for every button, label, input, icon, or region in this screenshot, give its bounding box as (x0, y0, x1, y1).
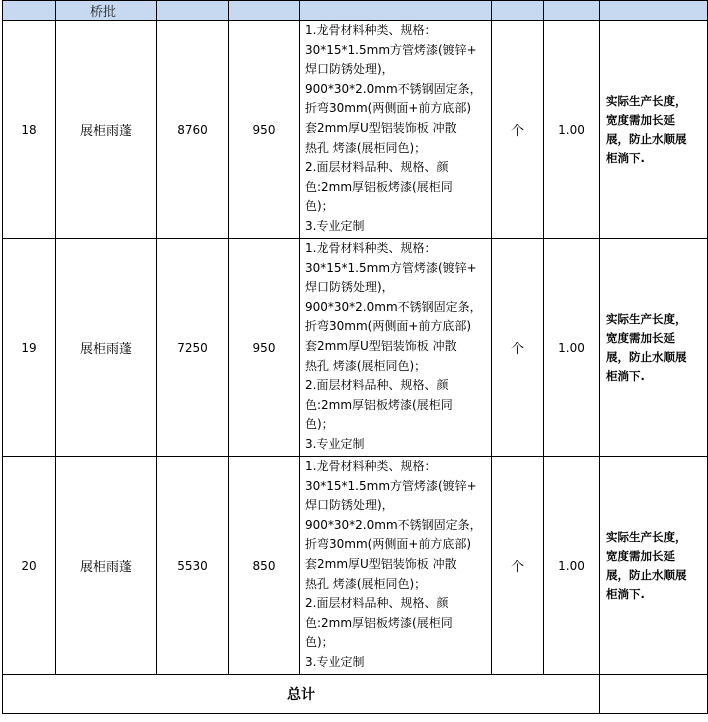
remark-line: 宽度需加长延 (606, 548, 675, 563)
remark-line: 展，防止水顺展 (606, 131, 687, 146)
item-unit: 个 (492, 457, 544, 675)
description-line: 2.面层材料品种、规格、颜 (305, 596, 449, 611)
remark-line: 宽度需加长延 (606, 112, 675, 127)
remark-line: 实际生产长度， (606, 529, 687, 544)
table-row (3, 457, 708, 675)
row-index: 19 (3, 239, 56, 457)
description-line: 1.龙骨材料种类、规格： (305, 241, 437, 255)
description-line: 焊口防锈处理)， (305, 280, 394, 295)
description-line: 套2mm厚U型铝装饰板 冲散 (305, 556, 457, 571)
description-line: 折弯30mm(两侧面+前方底部) (305, 537, 472, 552)
table-row (3, 239, 708, 457)
item-remark (600, 21, 708, 239)
description-line: 1.龙骨材料种类、规格： (305, 23, 437, 37)
description-line: 热孔 烤漆(展柜同色)； (305, 358, 427, 373)
description-line: 3.专业定制 (305, 218, 365, 233)
remark-line: 柜淌下. (606, 150, 645, 165)
item-qty: 1.00 (544, 457, 600, 675)
header-partial-label: 桥批 (56, 1, 157, 21)
description-line: 30*15*1.5mm方管烤漆(镀锌+ (305, 42, 477, 57)
row-index: 20 (3, 457, 56, 675)
description-line: 30*15*1.5mm方管烤漆(镀锌+ (305, 478, 477, 493)
item-remark (600, 239, 708, 457)
description-line: 热孔 烤漆(展柜同色)； (305, 140, 427, 155)
total-row (3, 675, 708, 714)
description-line: 色:2mm厚铝板烤漆(展柜同 (305, 397, 453, 412)
description-line: 2.面层材料品种、规格、颜 (305, 160, 449, 175)
header-cell-width (157, 1, 229, 21)
remark-line: 实际生产长度， (606, 311, 687, 326)
description-line: 热孔 烤漆(展柜同色)； (305, 576, 427, 591)
remark-line: 展，防止水顺展 (606, 567, 687, 582)
header-cell-qty (544, 1, 600, 21)
item-width: 5530 (157, 457, 229, 675)
header-cell-remark (600, 1, 708, 21)
description-line: 1.龙骨材料种类、规格： (305, 459, 437, 473)
description-line: 折弯30mm(两侧面+前方底部) (305, 319, 472, 334)
description-line: 色)； (305, 417, 334, 432)
header-row (3, 1, 708, 21)
item-name: 展柜雨蓬 (56, 239, 157, 457)
total-value (600, 675, 708, 714)
header-cell-unit (492, 1, 544, 21)
item-description (300, 457, 492, 675)
description-line: 30*15*1.5mm方管烤漆(镀锌+ (305, 260, 477, 275)
remark-line: 柜淌下. (606, 368, 645, 383)
item-height: 950 (229, 21, 300, 239)
description-line: 焊口防锈处理)， (305, 62, 394, 77)
description-line: 2.面层材料品种、规格、颜 (305, 378, 449, 393)
header-cell-desc (300, 1, 492, 21)
header-cell-index (3, 1, 56, 21)
description-line: 焊口防锈处理)， (305, 498, 394, 513)
table-row (3, 21, 708, 239)
item-name: 展柜雨蓬 (56, 21, 157, 239)
description-line: 色:2mm厚铝板烤漆(展柜同 (305, 615, 453, 630)
item-width: 8760 (157, 21, 229, 239)
item-qty: 1.00 (544, 239, 600, 457)
item-height: 850 (229, 457, 300, 675)
quote-table (2, 0, 708, 714)
item-remark (600, 457, 708, 675)
description-line: 3.专业定制 (305, 436, 365, 451)
item-name: 展柜雨蓬 (56, 457, 157, 675)
description-line: 色:2mm厚铝板烤漆(展柜同 (305, 179, 453, 194)
item-description (300, 21, 492, 239)
item-unit: 个 (492, 21, 544, 239)
remark-line: 柜淌下. (606, 586, 645, 601)
remark-line: 展，防止水顺展 (606, 349, 687, 364)
description-line: 套2mm厚U型铝装饰板 冲散 (305, 338, 457, 353)
total-label: 总计 (3, 675, 600, 714)
remark-line: 宽度需加长延 (606, 330, 675, 345)
row-index: 18 (3, 21, 56, 239)
item-qty: 1.00 (544, 21, 600, 239)
description-line: 900*30*2.0mm不锈钢固定条， (305, 299, 482, 314)
item-description (300, 239, 492, 457)
item-width: 7250 (157, 239, 229, 457)
description-line: 色)； (305, 635, 334, 650)
remark-line: 实际生产长度， (606, 93, 687, 108)
description-line: 折弯30mm(两侧面+前方底部) (305, 101, 472, 116)
description-line: 套2mm厚U型铝装饰板 冲散 (305, 120, 457, 135)
item-height: 950 (229, 239, 300, 457)
description-line: 色)； (305, 199, 334, 214)
description-line: 900*30*2.0mm不锈钢固定条， (305, 81, 482, 96)
header-cell-height (229, 1, 300, 21)
item-unit: 个 (492, 239, 544, 457)
description-line: 900*30*2.0mm不锈钢固定条， (305, 517, 482, 532)
description-line: 3.专业定制 (305, 654, 365, 669)
